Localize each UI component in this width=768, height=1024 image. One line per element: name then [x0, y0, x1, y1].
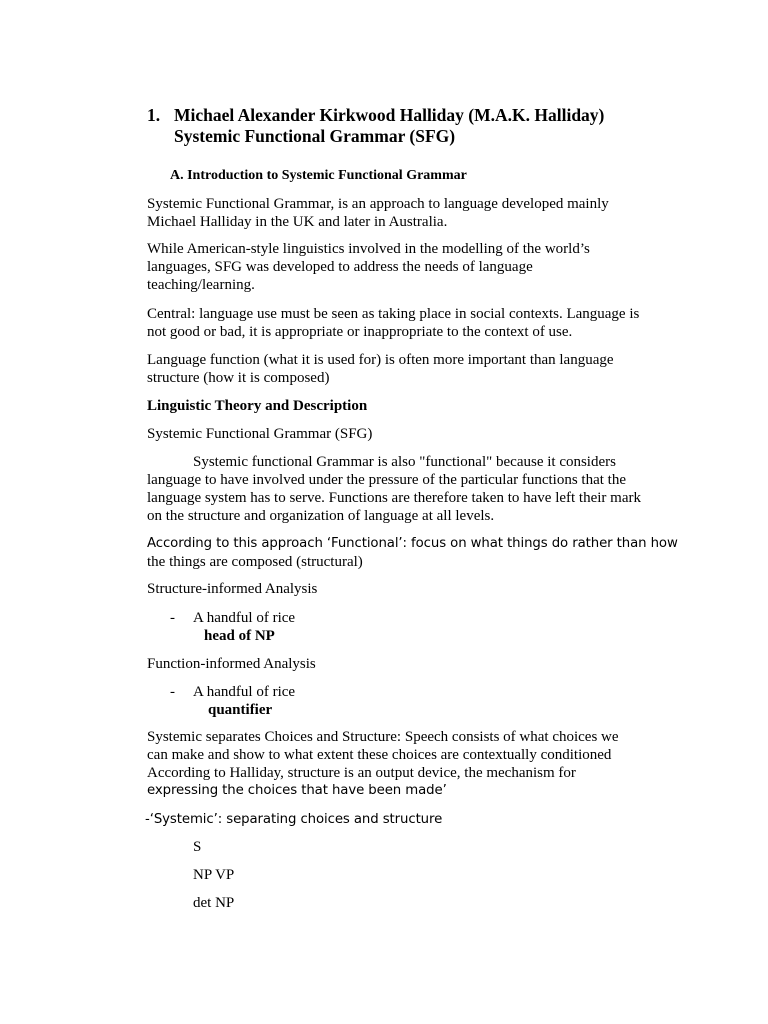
section-title: Linguistic Theory and Description: [147, 398, 368, 414]
intro-paragraph-1: Systemic Functional Grammar, is an approach to language developed mainly Michael Halliday in the UK and later in Australia.: [147, 196, 609, 230]
example-item-1: [170, 609, 370, 627]
tree-node-s: S: [193, 839, 202, 855]
intro-paragraph-4: Language function (what it is used for) is often more important than language structure (how it is composed): [147, 352, 614, 386]
intro-paragraph-3: Central: language use must be seen as taking place in social contexts. Language is not good or bad, it is appropriate or inappropriate to the context of use.: [147, 306, 640, 340]
example-note-quantifier: quantifier: [208, 702, 273, 718]
intro-paragraph-2: While American-style linguistics involved in the modelling of the world’s languages, SFG was developed to address the needs of language teaching/learning.: [147, 241, 590, 293]
systemic-paragraph: Systemic separates Choices and Structure: Speech consists of what choices we can make and show to what extent these choices are contextually conditioned According to Halliday, structure is an output device, the mechanism for expressing the choices that have been made’: [147, 729, 619, 798]
tree-node-np-vp: NP VP: [193, 867, 235, 883]
functional-paragraph: Systemic functional Grammar is also "functional" because it considers language to have involved under the pressure of the particular functions that the language system has to serve. Functions are therefore taken to have left their mark on the structure and organization of language at all levels.: [147, 454, 641, 524]
subheading: A. Introduction to Systemic Functional Grammar: [170, 168, 467, 183]
heading-line-1: Michael Alexander Kirkwood Halliday (M.A.K. Halliday): [174, 105, 605, 125]
list-dash: -: [170, 684, 175, 700]
example-text: A handful of rice: [193, 684, 296, 700]
heading-line-2: Systemic Functional Grammar (SFG): [174, 126, 456, 146]
tree-node-det-np: det NP: [193, 895, 235, 911]
function-analysis-label: Function-informed Analysis: [147, 656, 316, 672]
structure-analysis-label: Structure-informed Analysis: [147, 581, 318, 597]
approach-paragraph: According to this approach ‘Functional’: focus on what things do rather than how the things are composed (structural): [147, 536, 678, 570]
example-note-head-of-np: head of NP: [204, 628, 275, 644]
systemic-note: -‘Systemic’: separating choices and structure: [145, 812, 443, 827]
main-heading: [147, 104, 747, 148]
heading-number: 1.: [147, 105, 161, 125]
list-dash: -: [170, 610, 175, 626]
example-text: A handful of rice: [193, 610, 296, 626]
sfg-label: Systemic Functional Grammar (SFG): [147, 426, 373, 442]
example-item-2: [170, 683, 370, 701]
